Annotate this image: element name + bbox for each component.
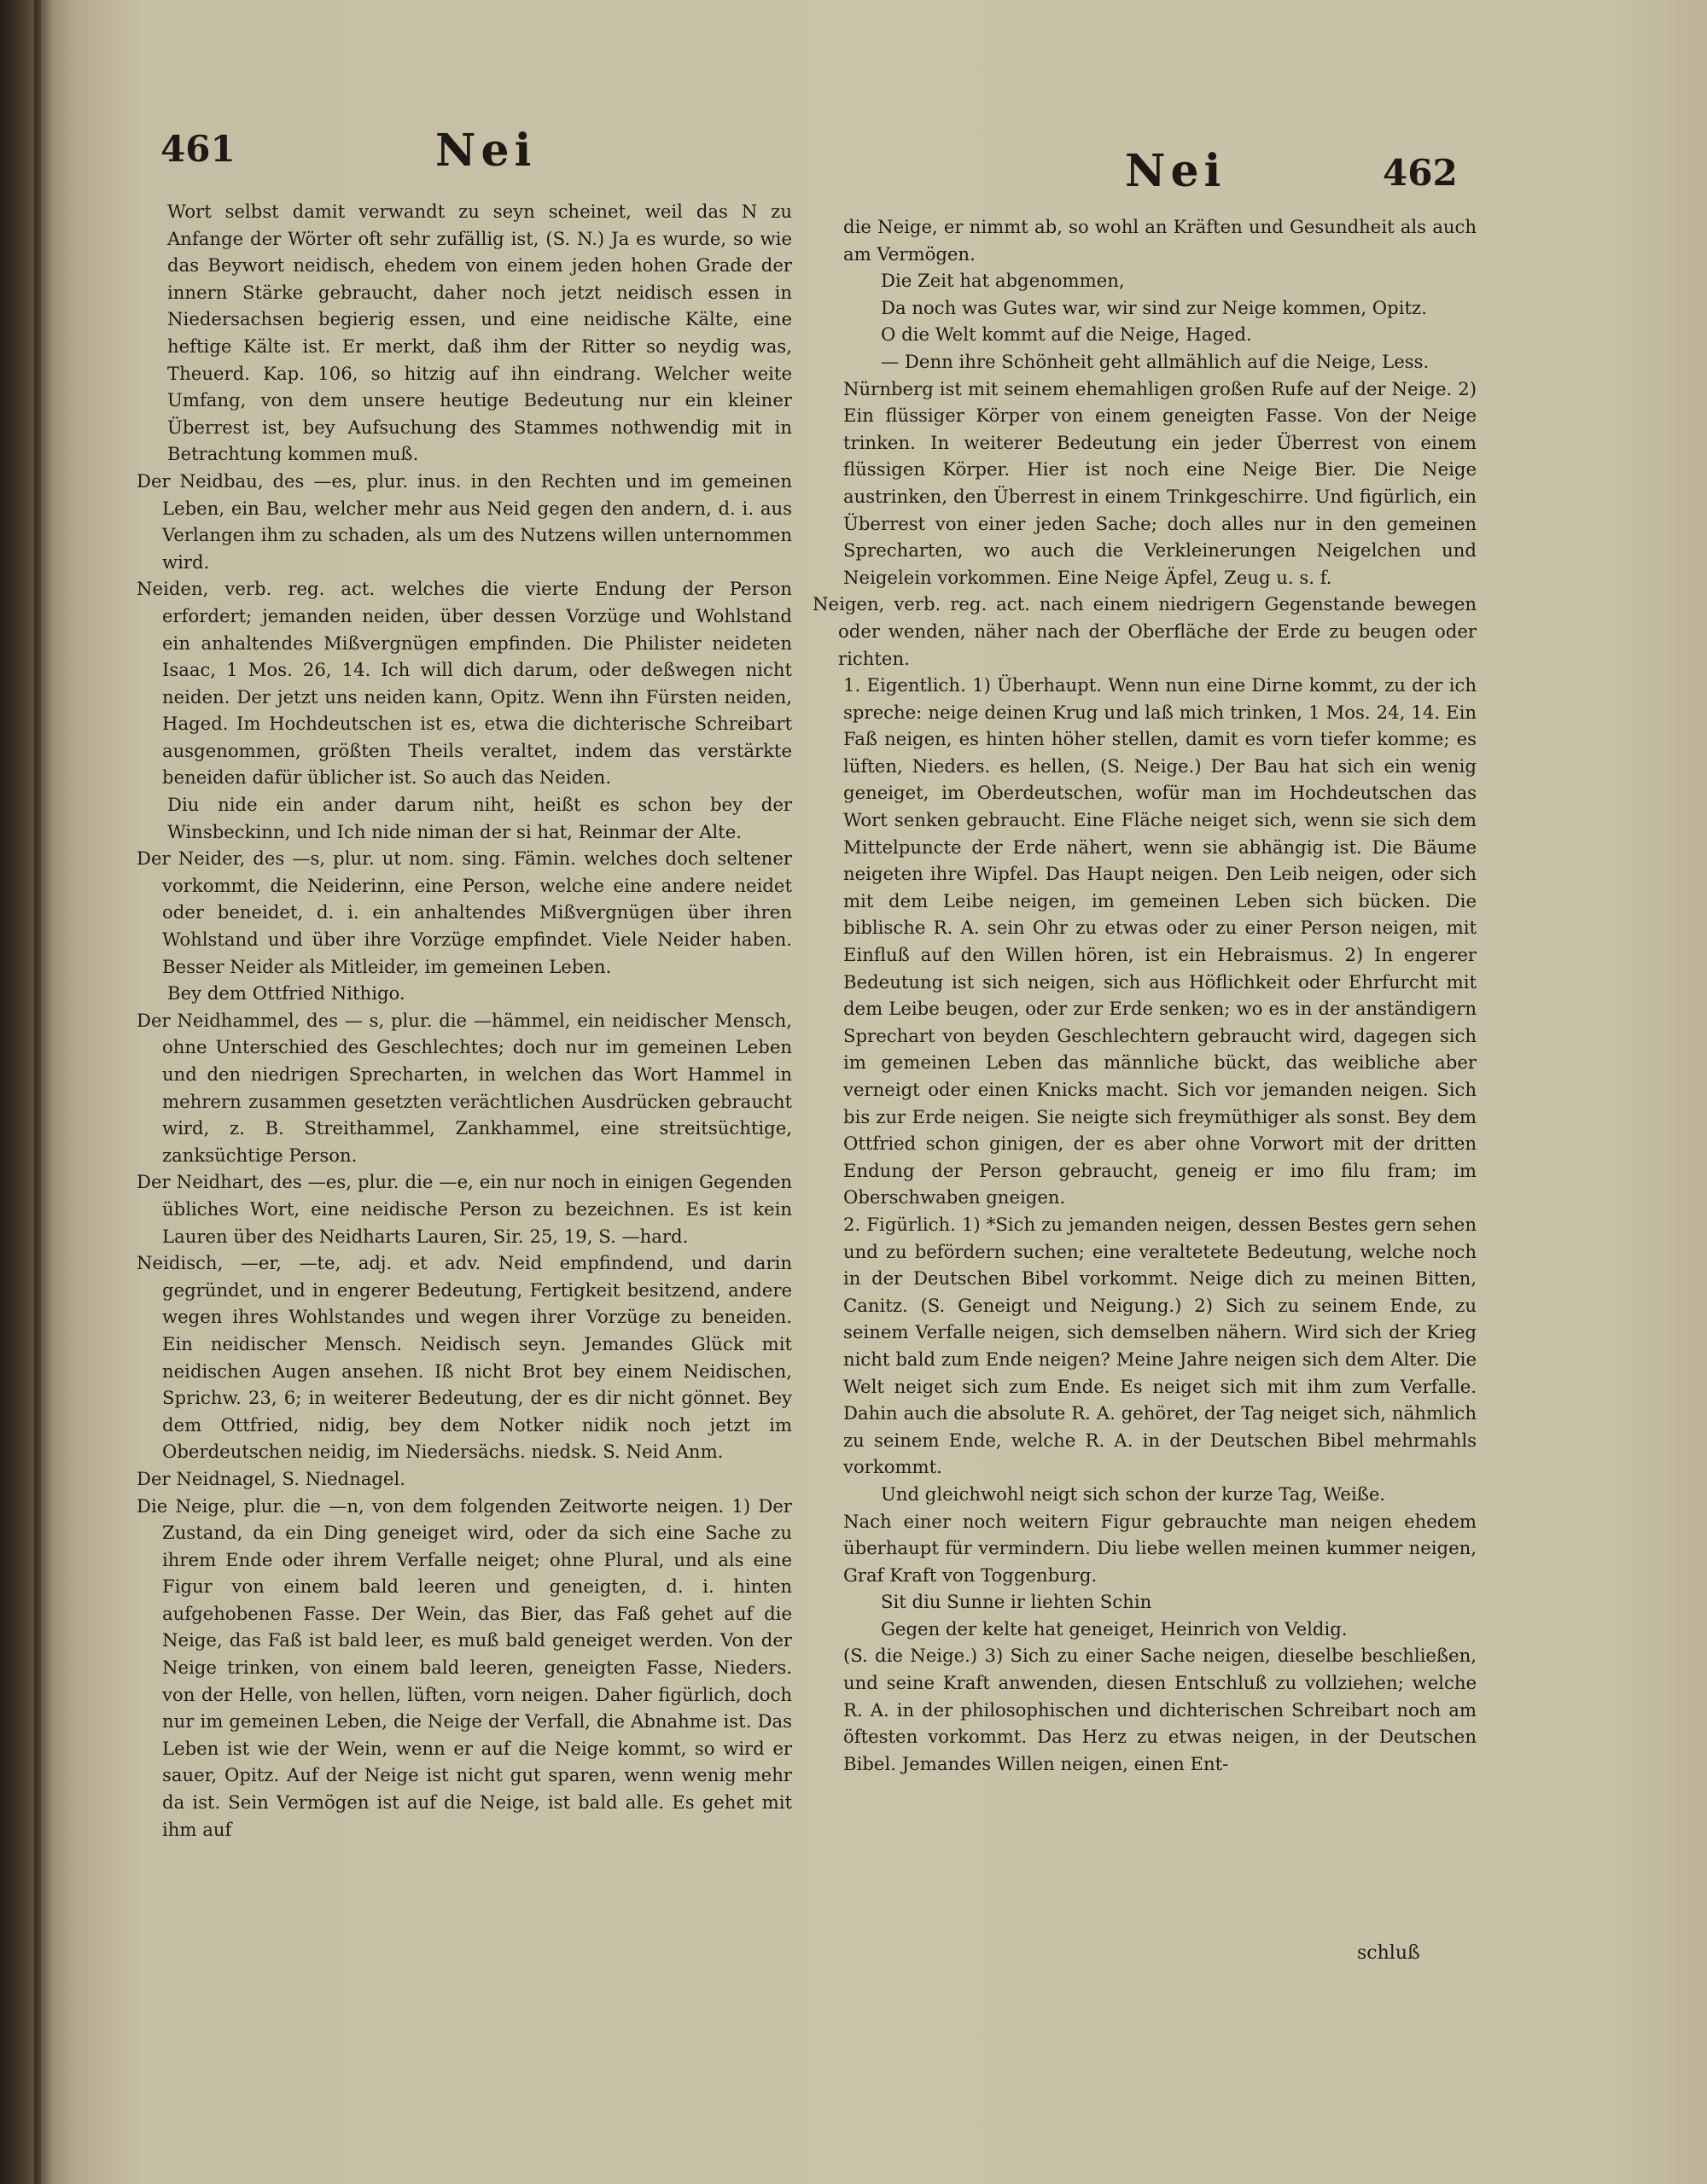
- dictionary-entry: Der Neidbau, des —es, plur. inus. in den Rechten und im gemeinen Leben, ein Bau, welcher mehr aus Neid gegen den andern, d. i. aus Verlangen ihm zu schaden, als um des Nutzens willen unternommen wird.: [137, 469, 792, 573]
- dictionary-entry: Der Neider, des —s, plur. ut nom. sing. Fämin. welches doch seltener vorkommt, die Neiderinn, eine Person, welche eine andere neidet oder beneidet, d. i. ein anhaltendes Mißvergnügen über ihren Wohlstand und über ihre Vorzüge empfindet. Viele Neider haben. Besser Neider als Mitleider, im gemeinen Leben.: [137, 847, 792, 977]
- verse-line: Sit diu Sunne ir liehten Schin: [881, 1591, 1152, 1613]
- left-running-head: Nei: [435, 125, 537, 177]
- dictionary-entry: Neidisch, —er, —te, adj. et adv. Neid empfindend, und darin gegründet, und in engerer Bedeutung, Fertigkeit besitzend, andere wegen ihres Wohlstandes und wegen ihrer Vorzüge zu beneiden. Ein neidischer Mensch. Neidisch seyn. Jemandes Glück mit neidischen Augen ansehen. Iß nicht Brot bey einem Neidischen, Sprichw. 23, 6; in weiterer Bedeutung, der es dir nicht gönnet. Bey dem Ottfried, nidig, bey dem Notker nidik noch jetzt im Oberdeutschen neidig, im Niedersächs. niedsk. S. Neid Anm.: [137, 1252, 792, 1463]
- left-paragraph: Diu nide ein ander darum niht, heißt es schon bey der Winsbeckinn, und Ich nide niman der si hat, Reinmar der Alte.: [167, 794, 792, 842]
- right-page-number: 462: [1383, 152, 1458, 194]
- left-paragraph: Wort selbst damit verwandt zu seyn scheinet, weil das N zu Anfange der Wörter oft sehr zufällig ist, (S. N.) Ja es wurde, so wie das Beywort neidisch, ehedem von einem jeden hohen Grade der innern Stärke gebraucht, daher noch jetzt neidisch essen in Niedersachsen begierig essen, und eine neidische Kälte, eine heftige Kälte ist. Er merkt, daß ihm der Ritter so neydig was, Theuerd. Kap. 106, so hitzig auf ihn eindrang. Welcher weite Umfang, von dem unsere heutige Bedeutung nur ein kleiner Überrest ist, bey Aufsuchung des Stammes nothwendig mit in Betrachtung kommen muß.: [167, 201, 792, 465]
- right-paragraph: die Neige, er nimmt ab, so wohl an Kräften und Gesundheit als auch am Vermögen.: [843, 216, 1477, 265]
- dictionary-entry: Neigen, verb. reg. act. nach einem niedrigern Gegenstande bewegen oder wenden, näher nach der Oberfläche der Erde zu beugen oder richten.: [813, 593, 1477, 669]
- right-paragraph: Nach einer noch weitern Figur gebrauchte man neigen ehedem überhaupt für vermindern. Diu liebe wellen meinen kummer neigen, Graf Kraft von Toggenburg.: [843, 1510, 1477, 1586]
- dictionary-entry: Der Neidhart, des —es, plur. die —e, ein nur noch in einigen Gegenden übliches Wort, eine neidische Person zu bezeichnen. Es ist kein Lauren über des Neidharts Lauren, Sir. 25, 19, S. —hard.: [137, 1171, 792, 1247]
- dictionary-entry: Die Neige, plur. die —n, von dem folgenden Zeitworte neigen. 1) Der Zustand, da ein Ding geneiget wird, oder da sich eine Sache zu ihrem Ende oder ihrem Verfalle neiget; ohne Plural, und als eine Figur von einem bald leeren und geneigten, d. i. hinten aufgehobenen Fasse. Der Wein, das Bier, das Faß gehet auf die Neige, das Faß ist bald leer, es muß bald geneiget werden. Von der Neige trinken, von einem bald leeren, geneigten Fasse, Nieders. von der Helle, von hellen, lüften, vorn neigen. Daher figürlich, doch nur im gemeinen Leben, die Neige der Verfall, die Abnahme ist. Das Leben ist wie der Wein, wenn er auf die Neige kommt, so wird er sauer, Opitz. Auf der Neige ist nicht gut sparen, wenn wenig mehr da ist. Sein Vermögen ist auf die Neige, ist bald alle. Es gehet mit ihm auf: [137, 1494, 792, 1840]
- binding-shadow: [34, 0, 53, 2184]
- right-paragraph: Nürnberg ist mit seinem ehemahligen großen Rufe auf der Neige. 2) Ein flüssiger Körper von einem geneigten Fasse. Von der Neige trinken. In weiterer Bedeutung ein jeder Überrest von einem flüssigen Körper. Hier ist noch eine Neige Bier. Die Neige austrinken, den Überrest in einem Trinkgeschirre. Und figürlich, ein Überrest von einer jeden Sache; doch alles nur in den gemeinen Sprecharten, wo auch die Verkleinerungen Neigelchen und Neigelein vorkommen. Eine Neige Äpfel, Zeug u. s. f.: [843, 377, 1477, 588]
- verse-line: Da noch was Gutes war, wir sind zur Neige kommen, Opitz.: [881, 296, 1427, 318]
- left-page-number: 461: [160, 128, 236, 170]
- catchword: schluß: [1357, 1942, 1420, 1964]
- right-running-head: Nei: [1125, 145, 1226, 197]
- dictionary-entry: Der Neidhammel, des — s, plur. die —hämmel, ein neidischer Mensch, ohne Unterschied des Geschlechtes; doch nur im gemeinen Leben und den niedrigen Sprecharten, in welchen das Wort Hammel in mehrern zusammen gesetzten verächtlichen Ausdrücken gebraucht wird, z. B. Streithammel, Zankhammel, eine streitsüchtige, zanksüchtige Person.: [137, 1009, 792, 1166]
- dictionary-entry: Der Neidnagel, S. Niednagel.: [137, 1467, 405, 1489]
- left-paragraph: Bey dem Ottfried Nithigo.: [167, 982, 405, 1005]
- verse-line: O die Welt kommt auf die Neige, Haged.: [881, 323, 1252, 346]
- verse-line: Die Zeit hat abgenommen,: [881, 270, 1125, 292]
- right-column: [813, 213, 1477, 1777]
- verse-line: Und gleichwohl neigt sich schon der kurze Tag, Weiße.: [881, 1482, 1386, 1505]
- verse-line: Gegen der kelte hat geneiget, Heinrich von Veldig.: [881, 1617, 1348, 1639]
- right-paragraph: (S. die Neige.) 3) Sich zu einer Sache neigen, dieselbe beschließen, und seine Kraft anwenden, diesen Entschluß zu vollziehen; welche R. A. in der philosophischen und dichterischen Schreibart noch am öftesten vorkommt. Das Herz zu etwas neigen, in der Deutschen Bibel. Jemandes Willen neigen, einen Ent-: [843, 1645, 1477, 1774]
- right-paragraph: 1. Eigentlich. 1) Überhaupt. Wenn nun eine Dirne kommt, zu der ich spreche: neige deinen Krug und laß mich trinken, 1 Mos. 24, 14. Ein Faß neigen, es hinten höher stellen, damit es vorn tiefer komme; es lüften, Nieders. es hellen, (S. Neige.) Der Bau hat sich ein wenig geneiget, im Oberdeutschen, wofür man im Hochdeutschen das Wort senken gebraucht. Eine Fläche neiget sich, wenn sie sich dem Mittelpuncte der Erde nähert, wenn sie abhängig ist. Die Bäume neigeten ihre Wipfel. Das Haupt neigen. Den Leib neigen, oder sich mit dem Leibe neigen, im gemeinen Leben sich bücken. Die biblische R. A. sein Ohr zu etwas oder zu einer Person neigen, mit Einfluß auf den Willen hören, ist ein Hebraismus. 2) In engerer Bedeutung ist sich neigen, sich aus Höflichkeit oder Ehrfurcht mit dem Leibe beugen, oder zur Erde senken; wo es in der anständigern Sprechart von beyden Geschlechtern gebraucht wird, dagegen sich im gemeinen Leben das männliche bückt, das weibliche aber verneigt oder einen Knicks macht. Sich vor jemanden neigen. Sich bis zur Erde neigen. Sie neigte sich freymüthiger als sonst. Bey dem Ottfried schon ginigen, der es aber ohne Vorwort mit der dritten Endung der Person gebraucht, geneig er imo filu fram; im Oberschwaben gneigen.: [843, 674, 1477, 1208]
- dictionary-entry: Neiden, verb. reg. act. welches die vierte Endung der Person erfordert; jemanden neiden, über dessen Vorzüge und Wohlstand ein anhaltendes Mißvergnügen empfinden. Die Philister neideten Isaac, 1 Mos. 26, 14. Ich will dich darum, oder deßwegen nicht neiden. Der jetzt uns neiden kann, Opitz. Wenn ihn Fürsten neiden, Haged. Im Hochdeutschen ist es, etwa die dichterische Schreibart ausgenommen, größten Theils veraltet, indem das verstärkte beneiden dafür üblicher ist. So auch das Neiden.: [137, 578, 792, 789]
- verse-line: — Denn ihre Schönheit geht allmählich auf die Neige, Less.: [881, 350, 1430, 372]
- right-paragraph: 2. Figürlich. 1) *Sich zu jemanden neigen, dessen Bestes gern sehen und zu befördern suchen; eine veraltetete Bedeutung, welche noch in der Deutschen Bibel vorkommt. Neige dich zu meinen Bitten, Canitz. (S. Geneigt und Neigung.) 2) Sich zu seinem Ende, zu seinem Verfalle neigen, sich demselben nähern. Wird sich der Krieg nicht bald zum Ende neigen? Meine Jahre neigen sich dem Alter. Die Welt neiget sich zum Ende. Es neiget sich mit ihm zum Verfalle. Dahin auch die absolute R. A. gehöret, der Tag neiget sich, nähmlich zu seinem Ende, welche R. A. in der Deutschen Bibel mehrmahls vorkommt.: [843, 1213, 1477, 1478]
- left-column: [137, 198, 792, 1843]
